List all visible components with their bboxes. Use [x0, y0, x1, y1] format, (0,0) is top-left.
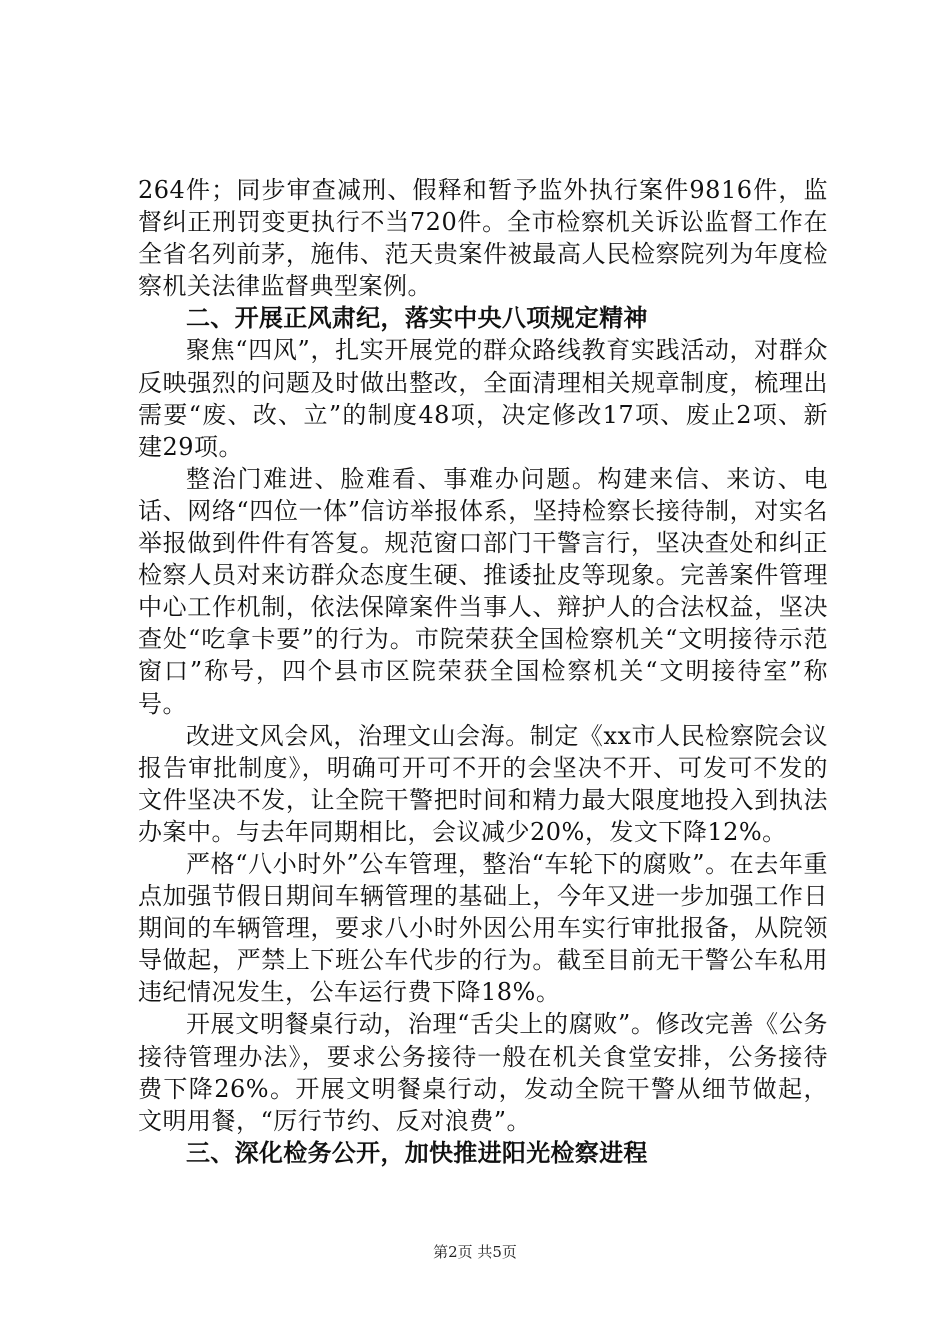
paragraph-4: 整治门难进、脸难看、事难办问题。构建来信、来访、电话、网络“四位一体”信访举报体系，坚持检察长接待制，对实名举报做到件件有答复。规范窗口部门干警言行，坚决查处和纠正检察人员对来访群众态度生硬、推诿扯皮等现象。完善案件管理中心工作机制，依法保障案件当事人、辩护人的合法权益，坚决查处“吃拿卡要”的行为。市院荣获全国检察机关“文明接待示范窗口”称号，四个县市区院荣获全国检察机关“文明接待室”称号。: [138, 464, 828, 718]
paragraph-1: 264件；同步审查减刑、假释和暂予监外执行案件9816件，监督纠正刑罚变更执行不当720件。全市检察机关诉讼监督工作在全省名列前茅，施伟、范天贵案件被最高人民检察院列为年度检察机关法律监督典型案例。: [138, 176, 828, 301]
section-heading-3: 三、深化检务公开，加快推进阳光检察进程: [186, 1138, 648, 1167]
document-body: [138, 174, 828, 1169]
paragraph-5: 改进文风会风，治理文山会海。制定《xx市人民检察院会议报告审批制度》，明确可开可不开的会坚决不开、可发可不发的文件坚决不发，让全院干警把时间和精力最大限度地投入到执法办案中。与去年同期相比，会议减少20%，发文下降12%。: [138, 721, 828, 846]
paragraph-7: 开展文明餐桌行动，治理“舌尖上的腐败”。修改完善《公务接待管理办法》，要求公务接待一般在机关食堂安排，公务接待费下降26%。开展文明餐桌行动，发动全院干警从细节做起，文明用餐，“厉行节约、反对浪费”。: [138, 1010, 828, 1135]
page-footer: [0, 1241, 950, 1262]
section-heading-2: 二、开展正风肃纪，落实中央八项规定精神: [186, 304, 648, 333]
paragraph-3: 聚焦“四风”，扎实开展党的群众路线教育实践活动，对群众反映强烈的问题及时做出整改，全面清理相关规章制度，梳理出需要“废、改、立”的制度48项，决定修改17项、废止2项、新建29项。: [138, 336, 828, 461]
paragraph-6: 严格“八小时外”公车管理，整治“车轮下的腐败”。在去年重点加强节假日期间车辆管理的基础上，今年又进一步加强工作日期间的车辆管理，要求八小时外因公用车实行审批报备，从院领导做起，严禁上下班公车代步的行为。截至目前无干警公车私用违纪情况发生，公车运行费下降18%。: [138, 849, 828, 1007]
page-number-label: 第2页 共5页: [433, 1243, 517, 1261]
